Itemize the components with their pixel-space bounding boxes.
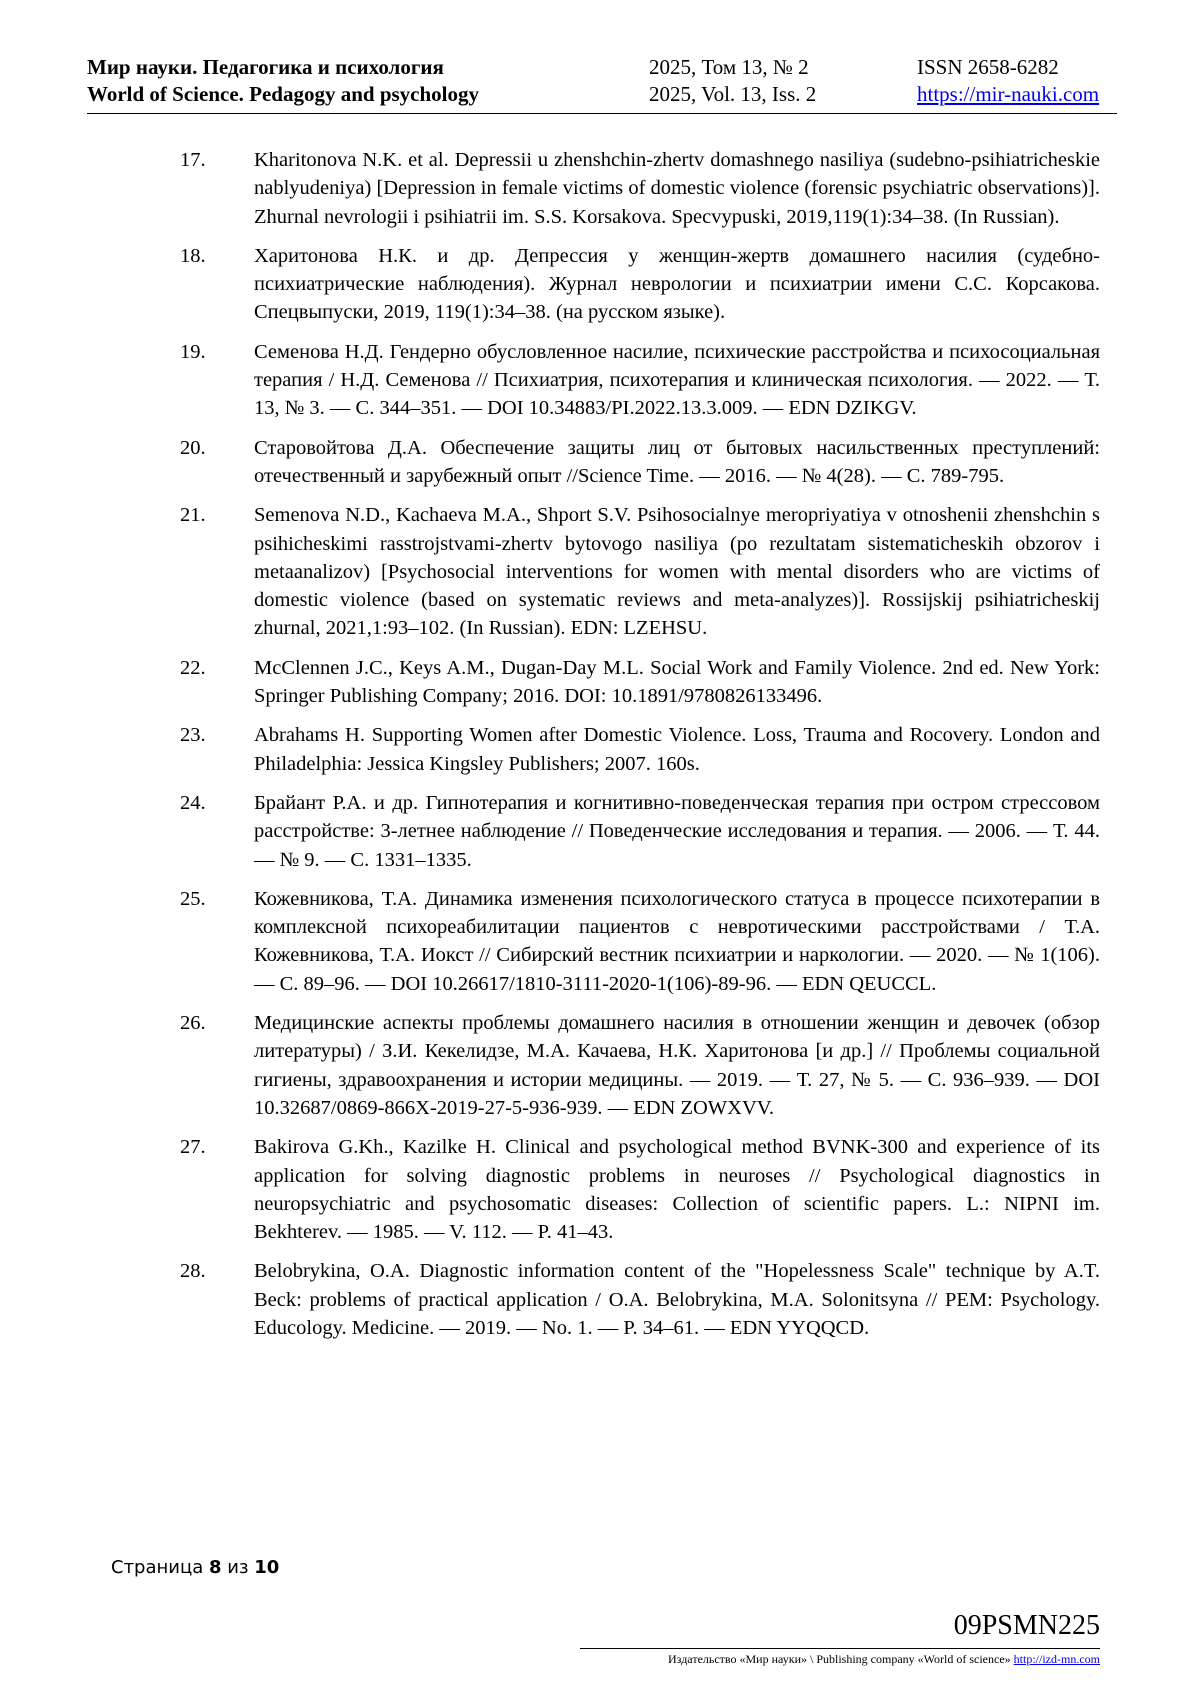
reference-item	[180, 885, 1100, 998]
issn: ISSN 2658-6282	[917, 55, 1059, 79]
reference-number: 27.	[180, 1136, 206, 1159]
reference-text: Abrahams H. Supporting Women after Domestic Violence. Loss, Trauma and Rocovery. London and Philadelphia: Jessica Kingsley Publishers; 2007. 160s.	[254, 724, 1100, 775]
reference-text: Харитонова Н.К. и др. Депрессия у женщин-жертв домашнего насилия (судебно-психиатрические наблюдения). Журнал неврологии и психиатрии имени С.С. Корсакова. Спецвыпуски, 2019, 119(1):34–38. (на русском языке).	[254, 244, 1100, 324]
pager-total: 10	[254, 1557, 280, 1578]
pager-of: из	[227, 1557, 249, 1578]
reference-number: 20.	[180, 436, 206, 459]
reference-number: 21.	[180, 504, 206, 527]
reference-item	[180, 146, 1100, 231]
reference-item	[180, 1257, 1100, 1342]
reference-item	[180, 501, 1100, 642]
page-counter	[111, 1557, 279, 1578]
reference-item	[180, 789, 1100, 874]
reference-text: Belobrykina, O.A. Diagnostic information content of the "Hopelessness Scale" technique by A.T. Beck: problems of practical application / O.A. Belobrykina, M.A. Solonitsyna // PEM: Psychology. Educology. Medicine. — 2019. — No. 1. — P. 34–61. — EDN YYQQCD.	[254, 1260, 1100, 1339]
reference-number: 19.	[180, 340, 206, 363]
pager-prefix: Страница	[111, 1557, 204, 1578]
reference-number: 28.	[180, 1260, 206, 1283]
reference-item	[180, 338, 1100, 423]
page-header	[87, 54, 1117, 108]
reference-item	[180, 654, 1100, 711]
reference-text: Семенова Н.Д. Гендерно обусловленное насилие, психические расстройства и психосоциальная терапия / Н.Д. Семенова // Психиатрия, психотерапия и клиническая психология. — 2022. — Т. 13, № 3. — С. 344–351. — DOI 10.34883/PI.2022.13.3.009. — EDN DZIKGV.	[254, 340, 1100, 420]
footer-divider	[580, 1648, 1100, 1649]
publisher-text: Издательство «Мир науки» \ Publishing company «World of science»	[668, 1652, 1011, 1666]
journal-title-en: World of Science. Pedagogy and psychology	[87, 82, 480, 106]
article-code: 09PSMN225	[953, 1610, 1100, 1641]
header-divider	[87, 113, 1117, 114]
reference-number: 23.	[180, 724, 206, 747]
reference-text: Брайант Р.А. и др. Гипнотерапия и когнитивно-поведенческая терапия при остром стрессовом расстройстве: 3-летнее наблюдение // Поведенческие исследования и терапия. — 2006. — Т. 44. — № 9. — С. 1331–1335.	[254, 791, 1100, 871]
reference-number: 18.	[180, 244, 206, 267]
journal-title-ru: Мир науки. Педагогика и психология	[87, 55, 444, 79]
reference-list	[180, 146, 1100, 1353]
reference-number: 26.	[180, 1012, 206, 1035]
journal-url-link[interactable]: https://mir-nauki.com	[917, 82, 1100, 106]
issue-en: 2025, Vol. 13, Iss. 2	[649, 82, 817, 106]
reference-text: McClennen J.C., Keys A.M., Dugan-Day M.L. Social Work and Family Violence. 2nd ed. New York: Springer Publishing Company; 2016. DOI: 10.1891/9780826133496.	[254, 656, 1100, 708]
reference-item	[180, 242, 1100, 327]
pager-current: 8	[209, 1557, 222, 1578]
reference-number: 17.	[180, 149, 206, 171]
reference-text: Медицинские аспекты проблемы домашнего насилия в отношении женщин и девочек (обзор литературы) / З.И. Кекелидзе, М.А. Качаева, Н.К. Харитонова [и др.] // Проблемы социальной гигиены, здравоохранения и истории медицины. — 2019. — Т. 27, № 5. — С. 936–939. — DOI 10.32687/0869-866X-2019-27-5-936-939. — EDN ZOWXVV.	[254, 1012, 1100, 1119]
reference-text: Старовойтова Д.А. Обеспечение защиты лиц от бытовых насильственных преступлений: отечественный и зарубежный опыт //Science Time. — 2016. — № 4(28). — С. 789-795.	[254, 436, 1100, 487]
reference-item	[180, 1009, 1100, 1122]
publisher-url-link[interactable]: http://izd-mn.com	[1013, 1652, 1100, 1666]
reference-text: Bakirova G.Kh., Kazilke H. Clinical and psychological method BVNK-300 and experience of its application for solving diagnostic problems in neuroses // Psychological diagnostics in neuropsychiatric and psychosomatic diseases: Collection of scientific papers. L.: NIPNI im. Bekhterev. — 1985. — V. 112. — P. 41–43.	[254, 1136, 1100, 1244]
publisher-line	[668, 1652, 1100, 1667]
reference-item	[180, 721, 1100, 778]
reference-item	[180, 434, 1100, 491]
reference-number: 22.	[180, 656, 206, 679]
reference-item	[180, 1133, 1100, 1246]
reference-number: 25.	[180, 887, 206, 910]
reference-text: Semenova N.D., Kachaeva M.A., Shport S.V. Psihosocialnye meropriyatiya v otnoshenii zhenshchin s psihicheskimi rasstrojstvami-zhertv bytovogo nasiliya (po rezultatam sistematicheskih obzorov i metaanalizov) [Psychosocial interventions for women with mental disorders who are victims of domestic violence (based on systematic reviews and meta-analyzes)]. Rossijskij psihiatricheskij zhurnal, 2021,1:93–102. (In Russian). EDN: LZEHSU.	[254, 504, 1100, 640]
reference-text: Кожевникова, Т.А. Динамика изменения психологического статуса в процессе психотерапии в комплексной психореабилитации пациентов с невротическими расстройствами / Т.А. Кожевникова, Т.А. Иокст // Сибирский вестник психиатрии и наркологии. — 2020. — № 1(106). — С. 89–96. — DOI 10.26617/1810-3111-2020-1(106)-89-96. — EDN QEUCCL.	[254, 887, 1100, 995]
issue-ru: 2025, Том 13, № 2	[649, 55, 809, 79]
reference-text: Kharitonova N.K. et al. Depressii u zhenshchin-zhertv domashnego nasiliya (sudebno-psihiatricheskie nablyudeniya) [Depression in female victims of domestic violence (forensic psychiatric observations)]. Zhurnal nevrologii i psihiatrii im. S.S. Korsakova. Specvypuski, 2019,119(1):34–38. (In Russian).	[254, 149, 1100, 228]
reference-number: 24.	[180, 791, 206, 814]
